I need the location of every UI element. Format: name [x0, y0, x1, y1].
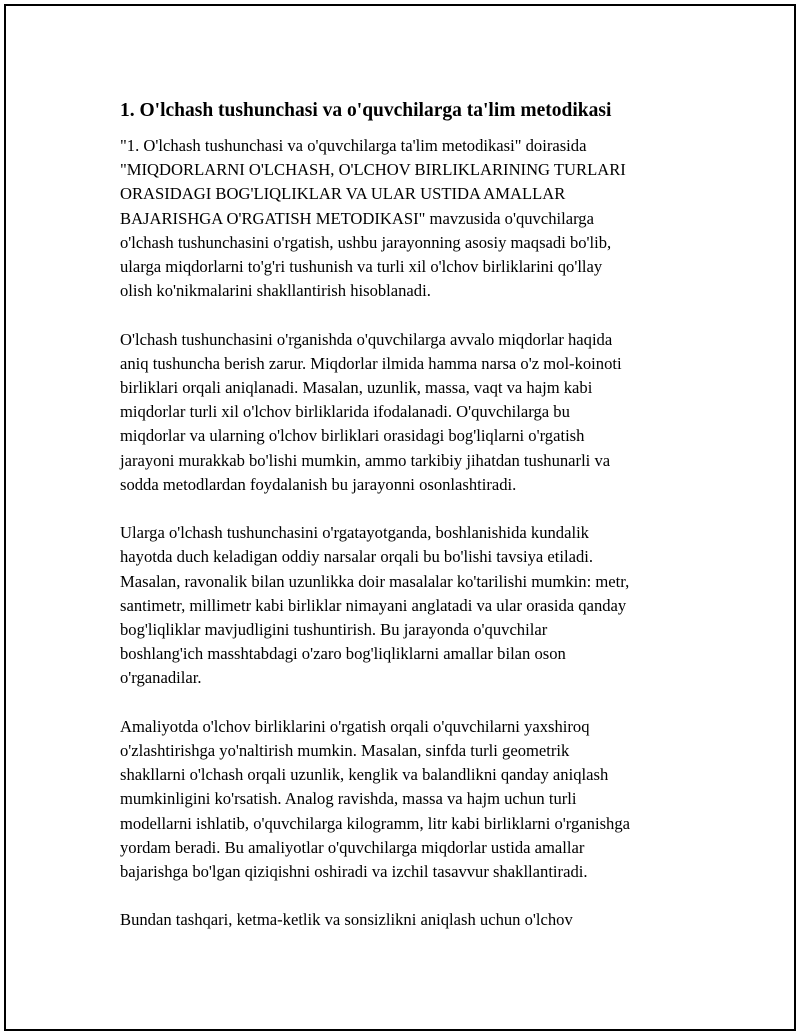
paragraph-line: o'lchash tushunchasini o'rgatish, ushbu jarayonning asosiy maqsadi bo'lib, [120, 232, 612, 252]
paragraph-line: miqdorlar turli xil o'lchov birliklarida ifodalanadi. O'quvchilarga bu [120, 402, 570, 422]
paragraph-4 [120, 715, 700, 884]
paragraph-line: miqdorlar va ularning o'lchov birliklari orasidagi bog'liqlarni o'rgatish [120, 426, 585, 446]
page-frame [4, 4, 796, 1031]
paragraph-line: o'rganadilar. [120, 668, 202, 688]
document-body [120, 98, 700, 957]
paragraph-line: santimetr, millimetr kabi birliklar nimayani anglatadi va ular orasida qanday [120, 595, 627, 615]
paragraph-line: mumkinligini ko'rsatish. Analog ravishda, massa va hajm uchun turli [120, 789, 577, 809]
document-title: 1. O'lchash tushunchasi va o'quvchilarga ta'lim metodikasi [120, 100, 612, 121]
paragraph-line: Masalan, ravonalik bilan uzunlikka doir masalalar ko'tarilishi mumkin: metr, [120, 571, 630, 591]
paragraph-line: shakllarni o'lchash orqali uzunlik, kenglik va balandlikni qanday aniqlash [120, 765, 609, 785]
paragraph-line: bajarishga bo'lgan qiziqishni oshiradi va izchil tasavvur shakllantiradi. [120, 862, 588, 882]
paragraph-line: bog'liqliklar mavjudligini tushuntirish. Bu jarayonda o'quvchilar [120, 620, 548, 640]
paragraph-line: "1. O'lchash tushunchasi va o'quvchilarga ta'lim metodikasi" doirasida [120, 136, 587, 155]
paragraph-line: ularga miqdorlarni to'g'ri tushunish va turli xil o'lchov birliklarini qo'llay [120, 257, 603, 277]
paragraph-3 [120, 521, 700, 690]
paragraph-line: hayotda duch keladigan oddiy narsalar orqali bu bo'lishi tavsiya etiladi. [120, 547, 594, 567]
paragraph-line: "MIQDORLARNI O'LCHASH, O'LCHOV BIRLIKLARINING TURLARI [120, 160, 626, 180]
paragraph-line: boshlang'ich masshtabdagi o'zaro bog'liqliklarni amallar bilan oson [120, 644, 566, 664]
paragraph-line: yordam beradi. Bu amaliyotlar o'quvchilarga miqdorlar ustida amallar [120, 837, 585, 857]
paragraph-5 [120, 908, 700, 932]
paragraph-line: aniq tushuncha berish zarur. Miqdorlar ilmida hamma narsa o'z mol-koinoti [120, 353, 622, 373]
paragraph-2 [120, 328, 700, 497]
paragraph-line: olish ko'nikmalarini shakllantirish hisoblanadi. [120, 281, 431, 301]
paragraph-line: Amaliyotda o'lchov birliklarini o'rgatish orqali o'quvchilarni yaxshiroq [120, 716, 590, 736]
paragraph-line: sodda metodlardan foydalanish bu jarayonni osonlashtiradi. [120, 474, 517, 494]
paragraph-line: o'zlashtirishga yo'naltirish mumkin. Masalan, sinfda turli geometrik [120, 741, 570, 761]
paragraph-line: Bundan tashqari, ketma-ketlik va sonsizlikni aniqlash uchun o'lchov [120, 910, 573, 930]
paragraph-line: ORASIDAGI BOG'LIQLIKLAR VA ULAR USTIDA AMALLAR [120, 184, 566, 204]
paragraph-line: Ularga o'lchash tushunchasini o'rgatayotganda, boshlanishida kundalik [120, 523, 589, 543]
paragraph-line: modellarni ishlatib, o'quvchilarga kilogramm, litr kabi birliklarni o'rganishga [120, 813, 630, 833]
paragraph-line: O'lchash tushunchasini o'rganishda o'quvchilarga avvalo miqdorlar haqida [120, 329, 613, 349]
paragraph-1 [120, 134, 700, 303]
paragraph-line: jarayoni murakkab bo'lishi mumkin, ammo tarkibiy jihatdan tushunarli va [120, 450, 611, 470]
paragraph-line: birliklari orqali aniqlanadi. Masalan, uzunlik, massa, vaqt va hajm kabi [120, 378, 593, 398]
paragraph-line: BAJARISHGA O'RGATISH METODIKASI" mavzusida o'quvchilarga [120, 208, 594, 228]
